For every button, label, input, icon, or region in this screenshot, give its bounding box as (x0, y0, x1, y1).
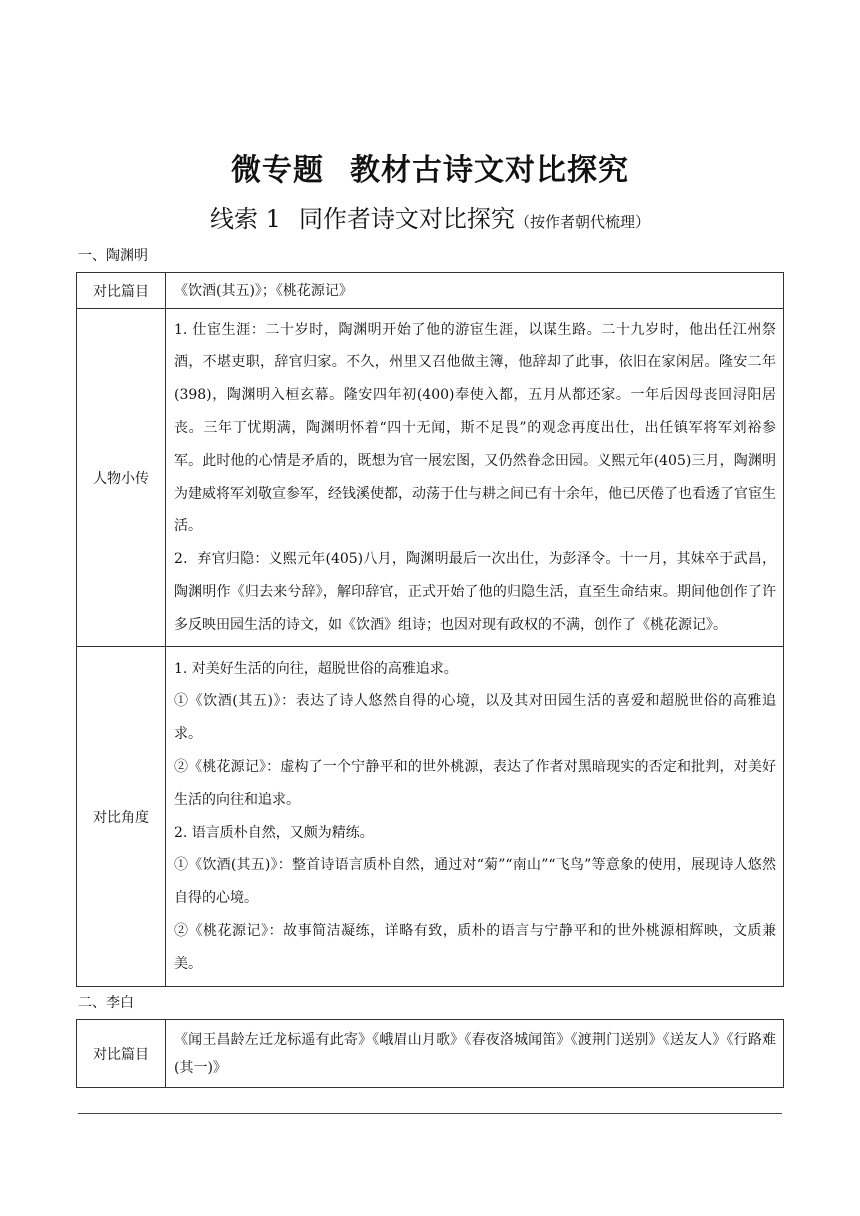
row-paragraph: 1. 仕宦生涯：二十岁时，陶渊明开始了他的游宦生涯，以谋生路。二十九岁时，他出任江州祭酒，不堪吏职，辞官归家。不久，州里又召他做主簿，他辞却了此事，依旧在家闲居。隆安二年(398)，陶渊明入桓玄幕。隆安四年初(400)奉使入都，五月从都还家。一年后因母丧回浔阳居丧。三年丁忧期满，陶渊明怀着“四十无闻，斯不足畏”的观念再度出仕，出任镇军将军刘裕参军。此时他的心情是矛盾的，既想为官一展宏图，又仍然眷念田园。义熙元年(405)三月，陶渊明为建威将军刘敬宣参军，经钱溪使都，动荡于仕与耕之间已有十余年，他已厌倦了也看透了官宦生活。 (174, 321, 776, 535)
comparison-table-li-bai (76, 1019, 784, 1088)
document-subtitle (0, 199, 860, 242)
row-paragraph: 《闻王昌龄左迁龙标遥有此寄》《峨眉山月歌》《春夜洛城闻笛》《渡荆门送别》《送友人》《行路难(其一)》 (174, 1031, 776, 1076)
table-row-compared-works (77, 1020, 784, 1088)
row-paragraph: 2. 语言质朴自然，又颇为精练。 (174, 824, 374, 841)
row-label: 对比篇目 (77, 1020, 166, 1088)
row-content (166, 309, 784, 647)
row-paragraph: ②《桃花源记》：虚构了一个宁静平和的世外桃源，表达了作者对黑暗现实的否定和批判，对美好生活的向往和追求。 (174, 758, 776, 808)
row-label: 对比篇目 (77, 273, 166, 309)
subtitle-clue-title: 同作者诗文对比探究 (298, 205, 515, 233)
subtitle-note: （按作者朝代梳理） (514, 213, 650, 231)
row-content (166, 1020, 784, 1088)
row-paragraph: ①《饮酒(其五)》：表达了诗人悠然自得的心境，以及其对田园生活的喜爱和超脱世俗的高雅追求。 (174, 693, 776, 743)
table-row-comparison-angles (77, 647, 784, 987)
title-part-2: 教材古诗文对比探究 (350, 153, 629, 188)
document-title (0, 151, 860, 191)
row-label: 人物小传 (77, 309, 166, 647)
row-paragraph: ②《桃花源记》：故事简洁凝练，详略有致，质朴的语言与宁静平和的世外桃源相辉映，文质兼美。 (174, 922, 776, 972)
row-paragraph: ①《饮酒(其五)》：整首诗语言质朴自然，通过对“菊”“南山”“飞鸟”等意象的使用，展现诗人悠然自得的心境。 (174, 857, 776, 907)
row-content (166, 647, 784, 987)
row-label: 对比角度 (77, 647, 166, 987)
section-heading-li-bai: 二、李白 (78, 995, 134, 1011)
subtitle-clue-number: 线索 1 (210, 205, 281, 233)
comparison-table-tao-yuanming (76, 272, 784, 987)
row-content (166, 273, 784, 309)
page-bottom-rule (78, 1113, 782, 1114)
title-part-1: 微专题 (231, 153, 324, 188)
table-row-biography (77, 309, 784, 647)
table-row-compared-works (77, 273, 784, 309)
row-paragraph: 1. 对美好生活的向往，超脱世俗的高雅追求。 (174, 660, 458, 677)
section-heading-tao-yuanming: 一、陶渊明 (78, 248, 148, 264)
row-paragraph: 《饮酒(其五)》；《桃花源记》 (174, 282, 353, 299)
row-paragraph: 2．弃官归隐：义熙元年(405)八月，陶渊明最后一次出仕，为彭泽令。十一月，其妹卒于武昌，陶渊明作《归去来兮辞》，解印辞官，正式开始了他的归隐生活，直至生命结束。期间他创作了许多反映田园生活的诗文，如《饮酒》组诗；也因对现有政权的不满，创作了《桃花源记》。 (174, 551, 776, 633)
